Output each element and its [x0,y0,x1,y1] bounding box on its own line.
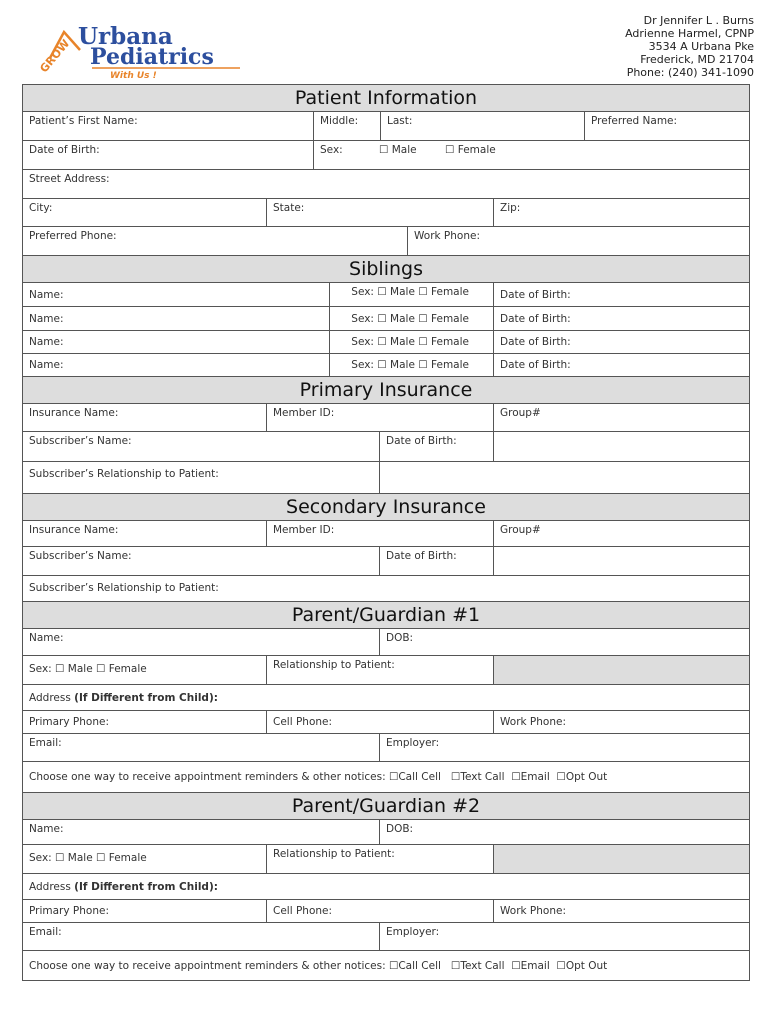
primary-blank-cell [493,432,749,461]
guardian1-address-label: Address [29,691,71,704]
city-field[interactable]: City: [29,202,53,214]
urbana-pediatrics-logo [36,22,246,84]
doctor-name: Dr Jennifer L . Burns [643,14,754,27]
guardian1-reminders-row [23,761,749,792]
guardian1-shaded-cell [493,656,749,684]
guardian1-cell-phone-field[interactable]: Cell Phone: [266,711,493,733]
phone-line: Phone: (240) 341-1090 [626,66,754,79]
primary-member-id-field[interactable]: Member ID: [266,404,493,431]
street-row [23,169,749,198]
guardian2-sex-options[interactable]: Sex: ☐ Male ☐ Female [29,852,147,864]
nurse-name: Adrienne Harmel, CPNP [625,27,754,40]
guardian1-relationship-field[interactable]: Relationship to Patient: [266,656,493,684]
guardian1-address-row [23,684,749,710]
primary-subscriber-row [23,431,749,461]
sibling-row [23,282,749,306]
guardian1-primary-phone-field[interactable]: Primary Phone: [29,716,109,728]
patient-dob-field[interactable]: Date of Birth: [29,144,100,156]
primary-relationship-blank [379,462,749,493]
secondary-subscriber-name-field[interactable]: Subscriber’s Name: [29,550,132,562]
primary-relationship-row [23,461,749,493]
guardian2-primary-phone-field[interactable]: Primary Phone: [29,905,109,917]
zip-field[interactable]: Zip: [493,199,749,226]
guardian1-section-header: Parent/Guardian #1 [23,601,749,628]
guardian2-name-row [23,819,749,844]
primary-group-field[interactable]: Group# [493,404,749,431]
first-name-field[interactable]: Patient’s First Name: [29,115,138,127]
sibling-sex-options[interactable]: Sex: ☐ Male ☐ Female [329,354,493,376]
street-address-field[interactable]: Street Address: [29,173,110,185]
sibling-row [23,330,749,353]
guardian2-name-field[interactable]: Name: [29,823,64,835]
patient-name-row [23,111,749,140]
sibling-dob-field[interactable]: Date of Birth: [493,331,749,353]
preferred-phone-field[interactable]: Preferred Phone: [29,230,117,242]
sibling-name-field[interactable]: Name: [29,312,64,325]
guardian2-sex-row [23,844,749,873]
guardian2-address-note: (If Different from Child): [74,880,218,893]
secondary-member-id-field[interactable]: Member ID: [266,521,493,546]
guardian1-name-row [23,628,749,655]
patient-phone-row [23,226,749,255]
guardian2-reminder-options[interactable]: Choose one way to receive appointment reminders & other notices: ☐Call Cell ☐Text Call ☐Email ☐Opt Out [29,959,608,972]
secondary-insurance-row [23,520,749,546]
guardian1-sex-row [23,655,749,684]
practice-address [625,14,754,79]
sibling-dob-field[interactable]: Date of Birth: [493,307,749,330]
street-line: 3534 A Urbana Pke [648,40,754,53]
sibling-dob-field[interactable]: Date of Birth: [493,354,749,376]
guardian2-email-field[interactable]: Email: [29,926,62,938]
guardian2-email-row [23,922,749,950]
city-row [23,198,749,226]
guardian1-dob-field[interactable]: DOB: [379,629,749,655]
primary-relationship-field[interactable]: Subscriber’s Relationship to Patient: [29,468,219,480]
sibling-dob-field[interactable]: Date of Birth: [493,283,749,306]
guardian1-address-note: (If Different from Child): [74,691,218,704]
registration-form [22,84,750,981]
patient-female-checkbox[interactable]: ☐ Female [445,144,496,156]
guardian1-email-field[interactable]: Email: [29,737,62,749]
secondary-blank-cell [493,547,749,575]
secondary-relationship-row [23,575,749,601]
guardian1-employer-field[interactable]: Employer: [379,734,749,761]
guardian2-section-header: Parent/Guardian #2 [23,792,749,819]
patient-work-phone-field[interactable]: Work Phone: [407,227,749,255]
sibling-name-field[interactable]: Name: [29,288,64,301]
secondary-subscriber-dob-field[interactable]: Date of Birth: [379,547,493,575]
patient-dob-row [23,140,749,169]
guardian2-dob-field[interactable]: DOB: [379,820,749,844]
sibling-sex-options[interactable]: Sex: ☐ Male ☐ Female [329,283,493,306]
guardian2-employer-field[interactable]: Employer: [379,923,749,950]
secondary-relationship-field[interactable]: Subscriber’s Relationship to Patient: [29,582,219,594]
guardian1-email-row [23,733,749,761]
guardian1-phone-row [23,710,749,733]
guardian2-phone-row [23,899,749,922]
guardian2-address-label: Address [29,880,71,893]
secondary-insurance-header: Secondary Insurance [23,493,749,520]
guardian1-sex-options[interactable]: Sex: ☐ Male ☐ Female [29,663,147,675]
guardian2-relationship-field[interactable]: Relationship to Patient: [266,845,493,873]
primary-insurance-row [23,403,749,431]
sibling-sex-options[interactable]: Sex: ☐ Male ☐ Female [329,307,493,330]
svg-text:Urbana: Urbana [78,23,173,50]
sibling-row [23,353,749,376]
secondary-subscriber-row [23,546,749,575]
middle-name-field[interactable]: Middle: [313,112,380,140]
primary-insurance-header: Primary Insurance [23,376,749,403]
primary-insurance-name-field[interactable]: Insurance Name: [29,407,119,419]
sibling-name-field[interactable]: Name: [29,359,64,371]
guardian1-address-field[interactable] [23,685,749,710]
guardian1-name-field[interactable]: Name: [29,632,64,644]
guardian1-reminder-options[interactable]: Choose one way to receive appointment reminders & other notices: ☐Call Cell ☐Text Call ☐Email ☐Opt Out [29,771,608,783]
sibling-row [23,306,749,330]
secondary-group-field[interactable]: Group# [493,521,749,546]
svg-text:GROW: GROW [37,36,73,76]
guardian2-reminders-row [23,950,749,980]
primary-subscriber-name-field[interactable]: Subscriber’s Name: [29,435,132,447]
patient-male-checkbox[interactable]: ☐ Male [379,144,417,156]
city-line: Frederick, MD 21704 [640,53,754,66]
sibling-sex-options[interactable]: Sex: ☐ Male ☐ Female [329,331,493,353]
guardian2-work-phone-field[interactable]: Work Phone: [493,900,749,922]
guardian2-address-row [23,873,749,899]
state-field[interactable]: State: [266,199,493,226]
svg-text:Pediatrics: Pediatrics [90,44,214,70]
secondary-insurance-name-field[interactable]: Insurance Name: [29,524,119,536]
sibling-name-field[interactable]: Name: [29,336,64,348]
guardian2-cell-phone-field[interactable]: Cell Phone: [266,900,493,922]
siblings-section-header: Siblings [23,255,749,282]
patient-sex-label: Sex: [313,141,373,169]
preferred-name-field[interactable]: Preferred Name: [584,112,749,140]
guardian1-work-phone-field[interactable]: Work Phone: [493,711,749,733]
guardian2-address-field[interactable] [23,874,749,899]
last-name-field[interactable]: Last: [380,112,584,140]
patient-section-header: Patient Information [23,84,749,111]
primary-subscriber-dob-field[interactable]: Date of Birth: [379,432,493,461]
svg-text:With Us !: With Us ! [110,71,157,81]
guardian2-shaded-cell [493,845,749,873]
